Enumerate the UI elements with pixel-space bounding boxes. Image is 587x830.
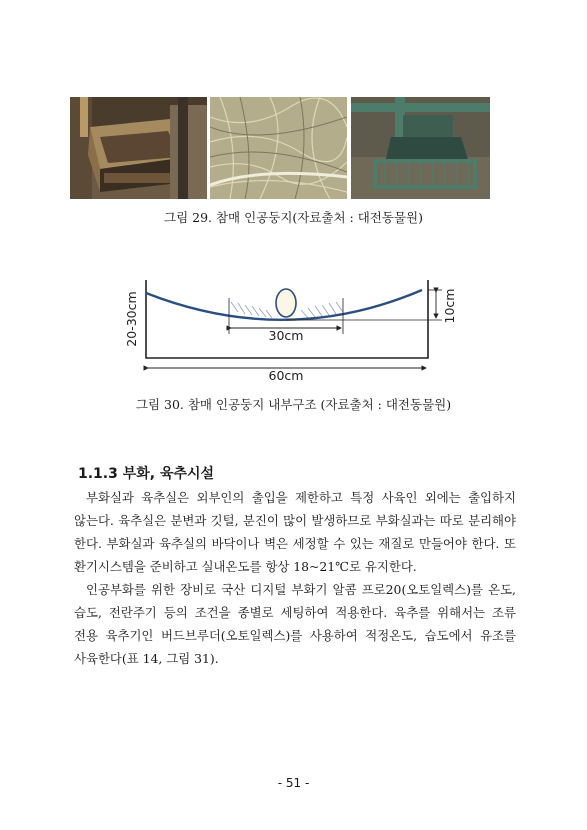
height-range-label: 20-30cm: [124, 291, 139, 347]
photo-metal-nest-stand: [351, 97, 490, 199]
paragraph-2: 인공부화를 위한 장비로 국산 디지털 부화기 알콤 프로20(오토일렉스)를 온도, 습도, 전란주기 등의 조건을 종별로 세팅하여 적용한다. 육추를 위해서는 조류 전용 육추기인 버드브루더(오토일렉스)를 사용하여 적정온도, 습도에서 유조를 사육한다(표 14, 그림 31).: [74, 582, 516, 666]
inner-width-label: 30cm: [268, 328, 304, 343]
figure-30-diagram: [116, 272, 466, 384]
figure-29-photos: [70, 97, 490, 199]
figure-30-caption: 그림 30. 참매 인공둥지 내부구조 (자료출처 : 대전동물원): [135, 397, 452, 412]
figure-29-caption: 그림 29. 참매 인공둥지(자료출처 : 대전동물원): [164, 210, 423, 225]
egg: [276, 289, 296, 317]
page-number: - 51 -: [277, 776, 310, 790]
photo-wooden-nest-box: [70, 97, 207, 199]
outer-width-label: 60cm: [268, 368, 304, 383]
photo-dry-grass: [210, 97, 347, 199]
paragraph-1: 부화실과 육추실은 외부인의 출입을 제한하고 특정 사육인 외에는 출입하지 않는다. 육추실은 분변과 깃털, 분진이 많이 발생하므로 부화실과는 따로 분리해야 한다. 부화실과 육추실의 바닥이나 벽은 세정할 수 있는 재질로 만들어야 한다. 또 환기시스템을 준비하고 실내온도를 항상 18~21℃로 유지한다.: [74, 490, 516, 574]
depth-label: 10cm: [442, 288, 457, 324]
section-body: [74, 486, 516, 670]
section-heading: 1.1.3 부화, 육추시설: [78, 466, 215, 482]
